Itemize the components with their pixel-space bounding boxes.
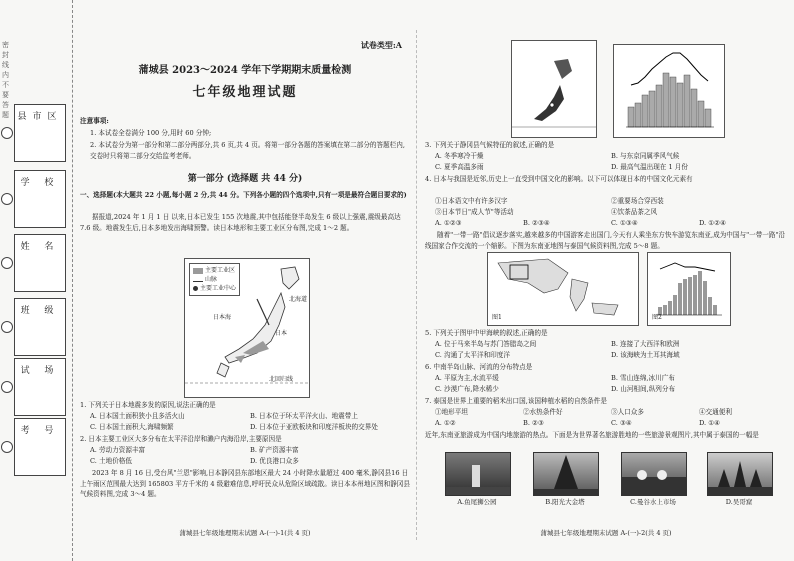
- option-a[interactable]: A. ①②③: [435, 219, 462, 227]
- question-4-items: [425, 196, 787, 217]
- binding-hole-icon: [1, 381, 13, 393]
- exam-room-label: 试 场: [20, 366, 60, 376]
- option-a[interactable]: A. ①②: [435, 419, 456, 427]
- option-a[interactable]: A. 日本国土面积狭小且多活火山: [90, 412, 185, 420]
- name-field[interactable]: [14, 234, 66, 292]
- question-2: 2. 日本主要工业区大多分布在太平洋沿岸和濑户内海沿岸,主要原因是: [80, 435, 282, 443]
- exam-number-label: 考 号: [20, 426, 60, 436]
- right-page: [425, 0, 787, 561]
- pagoda-photo-graphic: [534, 453, 598, 495]
- legend-item-center: 主要工业中心: [193, 284, 236, 293]
- photo-caption-c[interactable]: C.曼谷水上市场: [630, 498, 676, 506]
- option-b[interactable]: B. 雪山连绵,冰川广布: [611, 374, 675, 382]
- binding-hole-icon: [1, 257, 13, 269]
- option-b[interactable]: B. 与东京同属季风气候: [611, 152, 680, 160]
- climate-chart-graphic: [614, 45, 724, 137]
- school-field[interactable]: [14, 170, 66, 228]
- option-d[interactable]: D. 日本位于亚欧板块和印度洋板块的交界处: [250, 422, 378, 431]
- binding-hole-icon: [1, 441, 13, 453]
- country-label: 日本: [275, 330, 288, 337]
- question-7-items: [425, 407, 787, 418]
- right-footer: 蒲城县七年级地理期末试题 A-(一)-2(共 4 页): [540, 529, 672, 537]
- page-divider: [416, 30, 417, 540]
- figure-1-label: 图1: [492, 313, 502, 321]
- question-5: 5. 下列关于图甲中甲海峡的叙述,正确的是: [425, 329, 548, 337]
- option-b[interactable]: B. 矿产资源丰富: [250, 446, 299, 454]
- question-8: 近年,东南亚旅游成为中国内地旅游的热点。下面是为世界著名旅游胜地的一些旅游景观图片,其中属于泰国的一幅是: [425, 431, 759, 439]
- option-d[interactable]: D. ①②④: [699, 219, 726, 227]
- statement-4: ④饮茶品茶之风: [611, 207, 658, 216]
- option-d[interactable]: D. 优良港口众多: [250, 456, 299, 465]
- photo-caption-b[interactable]: B.阳光大金塔: [545, 498, 585, 506]
- question-3-options: [425, 151, 787, 172]
- option-d[interactable]: D. 最高气温出现在 1 月份: [611, 162, 688, 171]
- sea-label: 日本海: [213, 314, 232, 321]
- option-b[interactable]: B. 日本位于环太平洋火山、地震带上: [250, 412, 358, 420]
- statement-1: ①日本语文中有许多汉字: [435, 197, 508, 205]
- intro-paragraph-1: 据报道,2024 年 1 月 1 日 以来,日本已发生 155 次地震,其中包括能登半岛发生 6 级以上强震,震级最高达 7.6 级。地震发生后,日本多地发出海啸预警。读日本地形和主要工业区分布图,完成 1～2 题。: [80, 213, 401, 232]
- option-c[interactable]: C. 日本国土面积大,海啸频繁: [90, 422, 174, 431]
- school-label: 学 校: [20, 178, 60, 188]
- statement-4: ④交通便利: [699, 408, 732, 416]
- climate-chart: [613, 44, 725, 138]
- island-label: 北海道: [289, 296, 308, 303]
- legend-item-mountain: 山脉: [193, 275, 236, 284]
- southeast-asia-map-graphic: [488, 253, 638, 325]
- binding-hole-icon: [1, 193, 13, 205]
- option-a[interactable]: A. 平原为主,水流平缓: [435, 374, 499, 382]
- option-a[interactable]: A. 位于马来半岛与苏门答腊岛之间: [435, 340, 537, 348]
- class-label: 班 级: [20, 306, 60, 316]
- honshu-map: [511, 40, 597, 138]
- map-legend: [189, 263, 240, 296]
- left-footer: 蒲城县七年级地理期末试题 A-(一)-1(共 4 页): [179, 529, 311, 537]
- question-6: 6. 中南半岛山脉、河流的分布特点是: [425, 363, 533, 371]
- latitude-label: 北回归线: [269, 376, 294, 383]
- part1-title: 第一部分 (选择题 共 44 分): [187, 174, 303, 184]
- photo-shwedagon-pagoda: [533, 452, 599, 496]
- option-c[interactable]: C. 夏季高温多雨: [435, 162, 484, 171]
- name-label: 姓 名: [20, 242, 60, 252]
- question-2-options: [80, 445, 410, 466]
- county-field[interactable]: [14, 104, 66, 162]
- question-7: 7. 泰国是世界上重要的稻米出口国,该国种植水稻的自然条件是: [425, 397, 607, 405]
- question-1-options: [80, 411, 410, 432]
- option-a[interactable]: A. 劳动力资源丰富: [90, 446, 146, 454]
- honshu-map-graphic: [512, 41, 596, 137]
- exam-title: 蒲城县 2023～2024 学年下学期期末质量检测: [138, 65, 352, 76]
- thailand-climate-chart: [647, 252, 731, 326]
- option-d[interactable]: D. 该海峡为土耳其海域: [611, 350, 680, 359]
- question-3: 3. 下列关于静冈县气候特征的叙述,正确的是: [425, 141, 555, 149]
- question-4: 4. 日本与我国是近邻,历史上一直受到中国文化的影响。以下可以体现日本的中国文化元素有: [425, 175, 693, 183]
- option-b[interactable]: B. 连接了大西洋和欧洲: [611, 340, 680, 348]
- photo-caption-d[interactable]: D.吴哥窟: [725, 498, 753, 506]
- left-page: [80, 0, 410, 561]
- notice-item-2: 2. 本试卷分为第一部分和第二部分两部分,共 6 页,共 4 页。将第一部分各题的答案填在第二部分的答题栏内,交卷时只将第二部分交给监考老师。: [90, 141, 405, 160]
- statement-3: ③日本节日"成人节"等活动: [435, 207, 514, 216]
- intro-paragraph-3: 随着"一带一路"倡议逐步落实,越来越多的中国游客走出国门,今天有人乘坐东方快车游览东南亚,成为中国与"一带一路"沿线国家合作交流的一个缩影。下图为东南亚地图与泰国气候资料图,完成 5～8 题。: [425, 231, 786, 250]
- southeast-asia-map: [487, 252, 639, 326]
- option-c[interactable]: C. ③④: [611, 419, 632, 427]
- legend-item-industry: 主要工业区: [193, 266, 236, 275]
- option-c[interactable]: C. 沙漠广布,降水稀少: [435, 384, 499, 393]
- mountain-icon: [193, 278, 203, 282]
- option-b[interactable]: B. ②③: [523, 419, 544, 427]
- exam-number-field[interactable]: [14, 418, 66, 476]
- question-4-options: [425, 218, 787, 229]
- paper-type: 试卷类型:A: [360, 40, 402, 50]
- notice-item-1: 1. 本试卷全卷满分 100 分,用时 60 分钟;: [90, 129, 212, 137]
- option-d[interactable]: D. ①④: [699, 419, 721, 427]
- subject-title: 七年级地理试题: [192, 85, 298, 100]
- angkor-photo-graphic: [708, 453, 772, 495]
- question-5-options: [425, 339, 787, 360]
- statement-3: ③人口众多: [611, 408, 644, 416]
- section1-heading: 一、选择题(本大题共 22 小题,每小题 2 分,共 44 分。下列各小题的四个选项中,只有一项是最符合题目要求的): [80, 191, 407, 199]
- intro-paragraph-2: 2023 年 8 月 16 日,受台风"兰恩"影响,日本静冈县东部地区最大 24 小时降水量超过 400 毫米,静冈县16 日上午雨区范围最大达到 165803 平方千米的 4 级避难信息,呼吁民众从危险区域疏散。读日本本州地区图和静冈县气候资料图,完成 3～4 题。: [80, 469, 410, 498]
- option-c[interactable]: C. 沟通了太平洋和印度洋: [435, 350, 510, 359]
- question-1: 1. 下列关于日本地震多发的原因,说法正确的是: [80, 401, 216, 409]
- binding-sidebar: [0, 0, 73, 561]
- statement-2: ②水热条件好: [523, 408, 563, 416]
- photo-angkor-wat: [707, 452, 773, 496]
- exam-room-field[interactable]: [14, 358, 66, 416]
- merlion-photo-graphic: [446, 453, 510, 495]
- county-label: 县市区: [17, 112, 63, 122]
- question-6-options: [425, 373, 787, 394]
- class-field[interactable]: [14, 298, 66, 356]
- photo-caption-a[interactable]: A.鱼尾狮公园: [457, 498, 497, 506]
- option-d[interactable]: D. 山河相间,纵列分布: [611, 384, 676, 393]
- photo-merlion-park: [445, 452, 511, 496]
- market-photo-graphic: [622, 453, 686, 495]
- option-b[interactable]: B. ②③④: [523, 219, 550, 227]
- japan-map: [184, 258, 310, 398]
- question-7-options: [425, 418, 787, 429]
- industry-center-icon: [193, 286, 198, 291]
- figure-2-label: 图2: [652, 313, 662, 321]
- statement-1: ①地形平坦: [435, 408, 468, 416]
- industry-zone-icon: [193, 268, 203, 274]
- notice-title: 注意事项:: [80, 117, 109, 125]
- binding-hole-icon: [1, 127, 13, 139]
- binding-hole-icon: [1, 321, 13, 333]
- photo-bangkok-floating-market: [621, 452, 687, 496]
- statement-2: ②重要场合穿西装: [611, 197, 664, 205]
- option-a[interactable]: A. 冬季寒冷干燥: [435, 152, 484, 160]
- binding-notice: 密 封 线 内 不 要 答 题: [2, 41, 9, 119]
- option-c[interactable]: C. 土地价格低: [90, 456, 132, 465]
- option-c[interactable]: C. ①③④: [611, 219, 638, 227]
